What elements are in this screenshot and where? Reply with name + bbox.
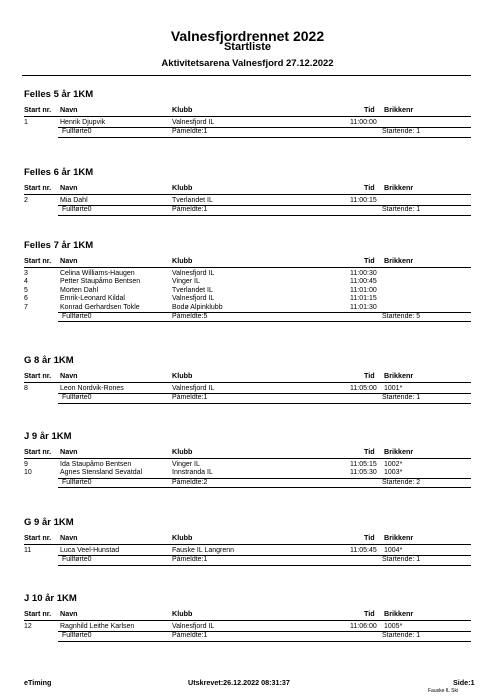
header-divider: [24, 544, 471, 545]
table-row: [24, 287, 471, 295]
table-row: [24, 197, 471, 205]
club-name: Tverlandet IL: [172, 197, 213, 204]
table-row: [24, 295, 471, 303]
start-time: 11:05:15: [350, 461, 377, 468]
athlete-name: Konrad Gerhardsen Tokle: [60, 303, 140, 311]
class-title: J 10 år 1KM: [24, 593, 77, 604]
club-name: Valnesfjord IL: [172, 270, 215, 277]
class-section: [24, 239, 471, 321]
class-title: Felles 6 år 1KM: [24, 167, 94, 178]
completed-count: Fullførte0: [62, 312, 92, 320]
start-time: 11:01:00: [350, 286, 377, 294]
footer-printed: Utskrevet:26.12.2022 08:31:37: [188, 678, 290, 687]
venue-date: Aktivitetsarena Valnesfjord 27.12.2022: [161, 58, 334, 69]
column-header: [24, 533, 471, 543]
registered-count: Påmeldte:1: [172, 632, 208, 640]
class-section: [24, 516, 471, 564]
col-klubb: Klubb: [172, 447, 193, 456]
column-header: [24, 105, 471, 115]
class-title: J 9 år 1KM: [24, 431, 72, 442]
col-brikke: Brikkenr: [384, 183, 414, 192]
table-row: [24, 469, 471, 477]
summary-bottom-rule: [58, 321, 471, 322]
chip-number: 1005*: [384, 623, 403, 630]
completed-count: Fullførte0: [62, 556, 92, 564]
col-navn: Navn: [60, 447, 78, 456]
athlete-name: Agnes Stensland Sevatdal: [60, 469, 143, 477]
athlete-name: Luca Veel-Hunstad: [60, 547, 120, 554]
summary-row: [24, 555, 471, 564]
header-rule: [22, 75, 471, 76]
starters-count: Startende: 5: [382, 312, 421, 320]
club-name: Bodø Alpinklubb: [172, 303, 223, 311]
column-header: [24, 256, 471, 266]
athlete-name: Mia Dahl: [60, 197, 88, 204]
class-section: [24, 88, 471, 136]
class-section: [24, 354, 471, 402]
start-time: 11:00:30: [350, 270, 377, 277]
col-start: Start nr.: [24, 609, 52, 618]
table-row: [24, 385, 471, 393]
summary-row: [24, 478, 471, 487]
athlete-name: Emrik-Leonard Kildal: [60, 295, 125, 303]
chip-number: 1001*: [384, 385, 403, 392]
start-number: 8: [24, 385, 28, 392]
start-time: 11:05:45: [350, 547, 377, 554]
registered-count: Påmeldte:1: [172, 206, 208, 214]
athlete-name: Ida Staupåmo Bentsen: [60, 461, 132, 468]
summary-row: [24, 205, 471, 214]
start-number: 11: [24, 547, 32, 554]
col-navn: Navn: [60, 609, 78, 618]
footer-software: eTiming: [24, 678, 52, 687]
start-time: 11:06:00: [350, 623, 377, 630]
summary-bottom-rule: [58, 487, 471, 488]
document-subtitle: Startliste: [223, 41, 272, 53]
club-name: Valnesfjord IL: [172, 295, 215, 303]
col-tid: Tid: [364, 447, 375, 456]
registered-count: Påmeldte:1: [172, 128, 208, 136]
header-divider: [24, 194, 471, 195]
col-tid: Tid: [364, 183, 375, 192]
athlete-name: Henrik Djupvik: [60, 119, 106, 126]
registered-count: Påmeldte:1: [172, 394, 208, 402]
start-time: 11:05:00: [350, 385, 377, 392]
col-start: Start nr.: [24, 256, 52, 265]
col-brikke: Brikkenr: [384, 609, 414, 618]
footer-club: Fauske IL Ski: [428, 688, 459, 694]
registered-count: Påmeldte:5: [172, 312, 208, 320]
col-tid: Tid: [364, 533, 375, 542]
club-name: Innstranda IL: [172, 469, 213, 477]
document-title: Valnesfjordrennet 2022: [170, 28, 325, 44]
col-tid: Tid: [364, 371, 375, 380]
class-section: [24, 166, 471, 214]
header-divider: [24, 267, 471, 268]
column-header: [24, 183, 471, 193]
start-number: 4: [24, 278, 28, 286]
chip-number: 1004*: [384, 547, 403, 554]
header-divider: [24, 458, 471, 459]
col-brikke: Brikkenr: [384, 256, 414, 265]
start-time: 11:01:30: [350, 303, 377, 311]
table-row: [24, 547, 471, 555]
col-klubb: Klubb: [172, 105, 193, 114]
starters-count: Startende: 1: [382, 556, 421, 564]
start-number: 9: [24, 461, 28, 468]
col-start: Start nr.: [24, 105, 52, 114]
chip-number: 1003*: [384, 469, 403, 477]
col-tid: Tid: [364, 105, 375, 114]
col-brikke: Brikkenr: [384, 447, 414, 456]
athlete-name: Leon Nordvik-Rones: [60, 385, 124, 392]
start-number: 12: [24, 623, 32, 630]
col-start: Start nr.: [24, 533, 52, 542]
column-header: [24, 447, 471, 457]
completed-count: Fullførte0: [62, 206, 92, 214]
athlete-name: Morten Dahl: [60, 286, 99, 294]
athlete-name: Ragnhild Leithe Karlsen: [60, 623, 135, 630]
starters-count: Startende: 1: [382, 394, 421, 402]
summary-row: [24, 127, 471, 136]
table-row: [24, 304, 471, 312]
registered-count: Påmeldte:2: [172, 478, 208, 486]
class-title: G 8 år 1KM: [24, 355, 74, 366]
col-start: Start nr.: [24, 371, 52, 380]
start-number: 1: [24, 119, 28, 126]
summary-bottom-rule: [58, 403, 471, 404]
club-name: Valnesfjord IL: [172, 623, 215, 630]
summary-row: [24, 312, 471, 321]
summary-row: [24, 631, 471, 640]
start-number: 6: [24, 295, 28, 303]
start-time: 11:05:30: [350, 469, 377, 477]
club-name: Tverlandet IL: [172, 286, 213, 294]
col-klubb: Klubb: [172, 256, 193, 265]
col-navn: Navn: [60, 256, 78, 265]
class-section: [24, 592, 471, 640]
completed-count: Fullførte0: [62, 632, 92, 640]
start-number: 3: [24, 270, 28, 277]
chip-number: 1002*: [384, 461, 403, 468]
club-name: Vinger IL: [172, 461, 200, 468]
col-brikke: Brikkenr: [384, 371, 414, 380]
start-time: 11:01:15: [350, 295, 377, 303]
summary-bottom-rule: [58, 137, 471, 138]
col-start: Start nr.: [24, 183, 52, 192]
class-title: G 9 år 1KM: [24, 517, 74, 528]
col-navn: Navn: [60, 183, 78, 192]
col-klubb: Klubb: [172, 609, 193, 618]
header-divider: [24, 382, 471, 383]
col-tid: Tid: [364, 609, 375, 618]
club-name: Fauske IL Langrenn: [172, 547, 235, 554]
start-time: 11:00:15: [350, 197, 377, 204]
club-name: Vinger IL: [172, 278, 200, 286]
starters-count: Startende: 2: [382, 478, 421, 486]
summary-bottom-rule: [58, 641, 471, 642]
col-klubb: Klubb: [172, 371, 193, 380]
table-row: [24, 461, 471, 469]
column-header: [24, 371, 471, 381]
table-row: [24, 623, 471, 631]
header-divider: [24, 620, 471, 621]
header-divider: [24, 116, 471, 117]
col-brikke: Brikkenr: [384, 533, 414, 542]
starters-count: Startende: 1: [382, 206, 421, 214]
completed-count: Fullførte0: [62, 128, 92, 136]
table-row: [24, 119, 471, 127]
col-start: Start nr.: [24, 447, 52, 456]
class-title: Felles 7 år 1KM: [24, 240, 94, 251]
completed-count: Fullførte0: [62, 478, 92, 486]
athlete-name: Celina Williams-Haugen: [60, 270, 135, 277]
col-navn: Navn: [60, 105, 78, 114]
completed-count: Fullførte0: [62, 394, 92, 402]
class-section: [24, 430, 471, 487]
column-header: [24, 609, 471, 619]
club-name: Valnesfjord IL: [172, 119, 215, 126]
col-tid: Tid: [364, 256, 375, 265]
summary-bottom-rule: [58, 565, 471, 566]
start-time: 11:00:00: [350, 119, 377, 126]
table-row: [24, 278, 471, 286]
summary-row: [24, 393, 471, 402]
class-title: Felles 5 år 1KM: [24, 89, 94, 100]
athlete-name: Petter Staupåmo Bentsen: [60, 278, 141, 286]
col-brikke: Brikkenr: [384, 105, 414, 114]
start-number: 10: [24, 469, 32, 477]
start-number: 2: [24, 197, 28, 204]
footer-page: Side:1: [453, 678, 475, 687]
start-number: 7: [24, 303, 28, 311]
summary-bottom-rule: [58, 215, 471, 216]
col-navn: Navn: [60, 371, 78, 380]
col-klubb: Klubb: [172, 183, 193, 192]
col-klubb: Klubb: [172, 533, 193, 542]
col-navn: Navn: [60, 533, 78, 542]
starters-count: Startende: 1: [382, 632, 421, 640]
start-number: 5: [24, 286, 28, 294]
start-time: 11:00:45: [350, 278, 377, 286]
registered-count: Påmeldte:1: [172, 556, 208, 564]
club-name: Valnesfjord IL: [172, 385, 215, 392]
starters-count: Startende: 1: [382, 128, 421, 136]
